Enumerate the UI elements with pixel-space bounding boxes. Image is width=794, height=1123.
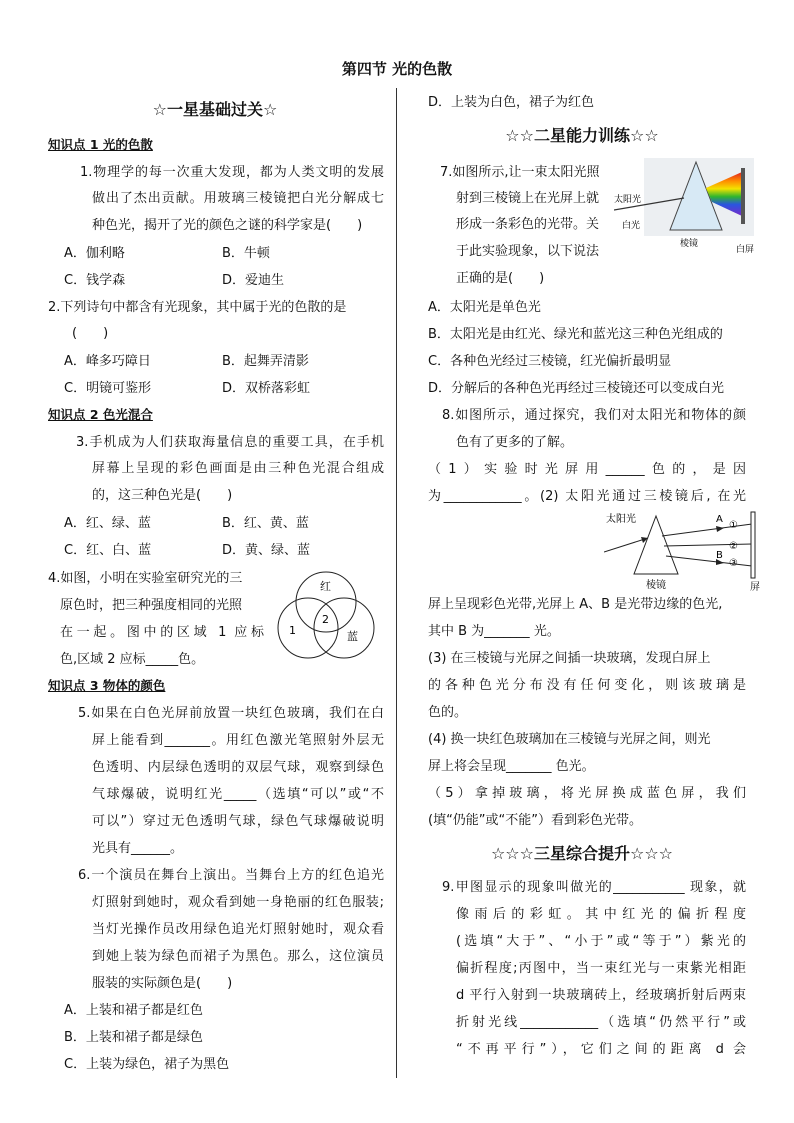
q3-option-b: B．红、黄、蓝	[222, 516, 309, 531]
q6-line: 当灯光操作员改用绿色追光灯照射她时，观众看	[92, 922, 384, 937]
label-prism: 棱镜	[646, 580, 666, 591]
q3-option-d: D．黄、绿、蓝	[222, 543, 311, 558]
knowledge-point-3: 知识点 3 物体的颜色	[48, 678, 166, 693]
q9-line: “不再平行”），它们之间的距离 d 会	[456, 1042, 746, 1057]
q6-option-a: A．上装和裙子都是红色	[64, 1003, 203, 1018]
ray-arrow	[716, 526, 724, 532]
q8-part1-line: 为____________。(2) 太阳光通过三棱镜后, 在光	[428, 489, 746, 504]
q1-line: 1.物理学的每一次重大发现，都为人类文明的发展	[80, 165, 384, 180]
q1-option-b: B．牛顿	[222, 246, 270, 261]
knowledge-point-1: 知识点 1 光的色散	[48, 137, 153, 152]
venn-circle-left	[278, 598, 338, 658]
q8-line: 屏上呈现彩色光带,光屏上 A、B 是光带边缘的色光,	[428, 597, 723, 612]
q9-line: 9.甲图显示的现象叫做光的___________ 现象，就	[442, 880, 746, 895]
section-three-star: ☆☆☆三星综合提升☆☆☆	[490, 844, 674, 863]
q9-line: 折射光线____________（选填“仍然平行”或	[456, 1015, 746, 1030]
prism-shape	[634, 516, 678, 574]
q8-line: 色的。	[428, 705, 468, 720]
q3-line: 3.手机成为人们获取海量信息的重要工具，在手机	[76, 435, 384, 450]
label-prism: 棱镜	[680, 239, 699, 249]
venn-region-1: 1	[289, 624, 296, 637]
column-divider	[396, 88, 397, 1078]
light-screen	[751, 512, 755, 578]
venn-diagram	[274, 568, 380, 664]
q6-option-c: C．上装为绿色，裙子为黑色	[64, 1057, 230, 1072]
q8-line: (填“仍能”或“不能”）看到彩色光带。	[428, 813, 643, 828]
label-b: B	[716, 550, 723, 561]
marker-2: ②	[729, 541, 738, 552]
q7-line: 正确的是( )	[456, 271, 545, 286]
q9-line: 偏折程度;丙图中，当一束红光与一束紫光相距	[456, 961, 746, 976]
section-one-star: ☆一星基础过关☆	[152, 100, 278, 119]
q6-line: 灯照射到她时，观众看到她一身艳丽的红色服装;	[92, 895, 384, 910]
label-sunlight: 太阳光	[606, 514, 636, 525]
q2-option-a: A．峰多巧障日	[64, 354, 151, 369]
q9-line: (选填“大于”、“小于”或“等于”）紫光的	[456, 934, 746, 949]
q6-option-b: B．上装和裙子都是绿色	[64, 1030, 203, 1045]
q3-option-c: C．红、白、蓝	[64, 543, 152, 558]
q3-line: 屏幕上呈现的彩色画面是由三种色光混合组成	[92, 461, 384, 476]
q5-line: 屏上能看到_______。用红色激光笔照射外层无	[92, 733, 384, 748]
label-screen: 屏	[750, 582, 760, 592]
q6-line: 6.一个演员在舞台上演出。当舞台上方的红色追光	[78, 868, 384, 883]
q7-option-b: B．太阳光是由红光、绿光和蓝光这三种色光组成的	[428, 327, 723, 342]
q7-line: 形成一条彩色的光带。关	[456, 217, 600, 232]
q5-line: 5.如果在白色光屏前放置一块红色玻璃，我们在白	[78, 706, 384, 721]
q2-line: 2.下列诗句中都含有光现象，其中属于光的色散的是	[48, 300, 347, 315]
q7-option-d: D．分解后的各种色光再经过三棱镜还可以变成白光	[428, 381, 725, 396]
knowledge-point-2: 知识点 2 色光混合	[48, 407, 153, 422]
q1-line: 做出了杰出贡献。用玻璃三棱镜把白光分解成七	[92, 191, 384, 206]
label-white-light: 白光	[622, 221, 641, 231]
q8-line: 色有了更多的了解。	[456, 435, 574, 450]
ray-b	[666, 556, 752, 566]
q5-line: 气球爆破，说明红光_____（选填“可以”或“不	[92, 787, 384, 802]
q2-option-d: D．双桥落彩虹	[222, 381, 311, 396]
q7-line: 射到三棱镜上在光屏上就	[456, 191, 600, 206]
q9-line: 像雨后的彩虹。其中红光的偏折程度	[456, 907, 746, 922]
q1-line: 种色光，揭开了光的颜色之谜的科学家是( )	[92, 218, 363, 233]
q3-line: 的，这三种色光是( )	[92, 488, 233, 503]
q2-line: ( )	[72, 326, 109, 341]
q1-option-a: A．伽利略	[64, 246, 125, 261]
q8-line: 其中 B 为_______ 光。	[428, 624, 560, 639]
q8-line: 的各种色光分布没有任何变化，则该玻璃是	[428, 678, 746, 693]
q5-line: 可以”）穿过无色透明气球，绿色气球爆破说明	[92, 814, 384, 829]
venn-label-red: 红	[320, 580, 331, 593]
q8-line: 屏上将会呈现_______ 色光。	[428, 759, 595, 774]
q8-line: (4) 换一块红色玻璃加在三棱镜与光屏之间，则光	[428, 732, 711, 747]
q8-line: 8.如图所示，通过探究，我们对太阳光和物体的颜	[442, 408, 746, 423]
venn-region-2: 2	[322, 613, 329, 626]
label-white-screen: 白屏	[736, 245, 755, 255]
q5-line: 光具有______。	[92, 841, 184, 856]
q2-option-b: B．起舞弄清影	[222, 354, 309, 369]
q8-part1-line: （1）实验时光屏用______色的，是因	[428, 462, 746, 477]
q5-line: 色透明、内层绿色透明的双层气球，观察到绿色	[92, 760, 384, 775]
q6-line: 到她上装为绿色而裙子为黑色。那么，这位演员	[92, 949, 384, 964]
q8-line: （5）拿掉玻璃，将光屏换成蓝色屏，我们	[428, 786, 746, 801]
incident-ray	[604, 538, 648, 552]
q3-option-a: A．红、绿、蓝	[64, 516, 151, 531]
label-a: A	[716, 514, 723, 525]
prism-dispersion-figure	[614, 158, 764, 256]
q4-line: 色,区域 2 应标_____色。	[60, 652, 205, 667]
q7-line: 于此实验现象，以下说法	[456, 244, 600, 259]
q1-option-c: C．钱学森	[64, 273, 126, 288]
venn-label-blue: 蓝	[347, 630, 358, 643]
q7-option-a: A．太阳光是单色光	[428, 300, 541, 315]
q1-option-d: D．爱迪生	[222, 273, 285, 288]
q6-line: 服装的实际颜色是( )	[92, 976, 233, 991]
q6-option-d: D．上装为白色，裙子为红色	[428, 95, 595, 110]
q4-line: 在一起。图中的区域 1 应标	[60, 625, 264, 640]
q2-option-c: C．明镜可鉴形	[64, 381, 152, 396]
q4-line: 4.如图，小明在实验室研究光的三	[48, 571, 243, 586]
venn-circle-blue	[314, 598, 374, 658]
page-title: 第四节 光的色散	[341, 60, 453, 78]
q9-line: d 平行入射到一块玻璃砖上，经玻璃折射后两束	[456, 988, 746, 1003]
q7-option-c: C．各种色光经过三棱镜，红光偏折最明显	[428, 354, 672, 369]
q8-line: (3) 在三棱镜与光屏之间插一块玻璃，发现白屏上	[428, 651, 711, 666]
ray-a	[662, 524, 752, 536]
q4-line: 原色时，把三种强度相同的光照	[60, 598, 243, 613]
white-screen	[741, 168, 745, 224]
label-sunlight: 太阳光	[614, 195, 642, 205]
prism-screen-figure	[604, 506, 764, 592]
marker-1: ①	[729, 520, 738, 531]
ray-middle	[664, 544, 752, 546]
marker-3: ③	[729, 558, 738, 569]
q7-line: 7.如图所示,让一束太阳光照	[440, 165, 600, 180]
section-two-star: ☆☆二星能力训练☆☆	[505, 126, 659, 145]
